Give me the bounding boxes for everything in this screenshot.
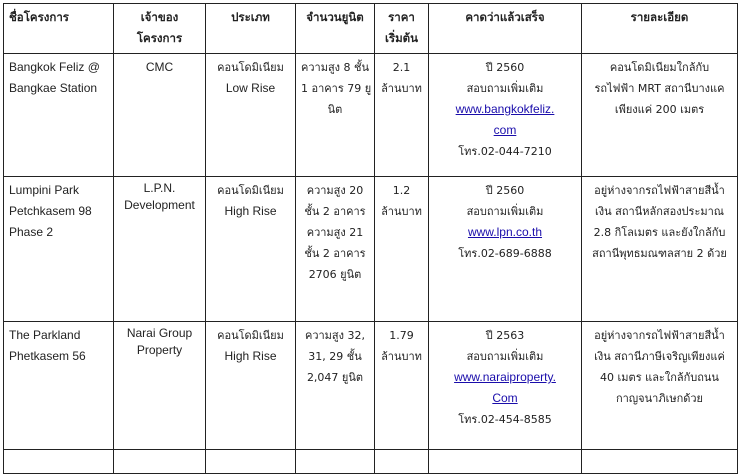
units: 2706 ยูนิต [308, 268, 362, 281]
type-cell [206, 322, 296, 450]
price-cell [375, 54, 429, 177]
price: 1.79 [389, 329, 414, 342]
details: สถานีพุทธมณฑลสาย 2 ด้วย [592, 247, 727, 260]
units: ความสูง 32, [304, 329, 366, 342]
project-name: Phetkasem 56 [9, 349, 86, 363]
header-units [296, 4, 375, 54]
owner-cell [114, 322, 206, 450]
details-cell [582, 322, 738, 450]
units: นิต [327, 103, 343, 116]
price-cell [375, 322, 429, 450]
type: High Rise [224, 204, 277, 218]
completion-year: ปี 2560 [485, 184, 525, 197]
details: เงิน สถานีภาษีเจริญเพียงแค่ [594, 350, 725, 363]
phone: โทร.02-689-6888 [458, 247, 552, 260]
details: อยู่ห่างจากรถไฟฟ้าสายสีน้ำ [594, 184, 725, 197]
project-name: Bangkae Station [9, 81, 98, 95]
empty-cell [114, 450, 206, 474]
details: อยู่ห่างจากรถไฟฟ้าสายสีน้ำ [594, 329, 725, 342]
details: รถไฟฟ้า MRT สถานีบางแค [594, 82, 725, 95]
units: 31, 29 ชั้น [308, 350, 362, 363]
type: Low Rise [225, 81, 276, 95]
units: ความสูง 21 [306, 226, 364, 239]
inquire-text: สอบถามเพิ่มเติม [466, 205, 544, 218]
project-name: The Parkland [9, 328, 81, 342]
header-text: เริ่มต้น [384, 31, 419, 45]
price-cell [375, 177, 429, 322]
details: เพียงแค่ 200 เมตร [614, 103, 705, 116]
empty-cell [582, 450, 738, 474]
owner: L.P.N. [143, 181, 176, 195]
header-text: เจ้าของ [140, 10, 179, 24]
completion-cell [429, 322, 582, 450]
type: คอนโดมิเนียม [217, 329, 284, 342]
header-completion [429, 4, 582, 54]
table-row [4, 322, 738, 450]
price: 1.2 [392, 184, 411, 197]
units: 1 อาคาร 79 ยู [301, 82, 372, 95]
table-row [4, 177, 738, 322]
header-text: จำนวนยูนิต [306, 10, 364, 24]
details: 40 เมตร และใกล้กับถนน [600, 371, 719, 384]
phone: โทร.02-454-8585 [458, 413, 552, 426]
completion-cell [429, 177, 582, 322]
website-link[interactable]: Com [492, 391, 518, 405]
inquire-text: สอบถามเพิ่มเติม [466, 350, 544, 363]
phone: โทร.02-044-7210 [458, 145, 552, 158]
units: ความสูง 20 [306, 184, 364, 197]
units-cell [296, 322, 375, 450]
owner: Development [124, 198, 195, 212]
project-name-cell [4, 177, 114, 322]
header-row [4, 4, 738, 54]
details: กาญจนาภิเษกด้วย [615, 392, 704, 405]
empty-cell [4, 450, 114, 474]
header-price [375, 4, 429, 54]
owner: Property [136, 343, 183, 357]
project-name: Lumpini Park [9, 183, 80, 197]
website-link[interactable]: www.bangkokfeliz. [455, 102, 555, 116]
units-cell [296, 177, 375, 322]
completion-cell [429, 54, 582, 177]
owner: CMC [145, 60, 174, 74]
details: เงิน สถานีหลักสองประมาณ [595, 205, 724, 218]
details-cell [582, 177, 738, 322]
units: ความสูง 8 ชั้น [301, 61, 370, 74]
empty-cell [206, 450, 296, 474]
completion-year: ปี 2563 [485, 329, 525, 342]
details: 2.8 กิโลเมตร และยังใกล้กับ [593, 226, 726, 239]
owner-cell [114, 54, 206, 177]
completion-year: ปี 2560 [485, 61, 525, 74]
project-name: Bangkok Feliz @ [9, 60, 100, 74]
empty-cell [375, 450, 429, 474]
units-cell [296, 54, 375, 177]
price: 2.1 [392, 61, 411, 74]
website-link[interactable]: www.naraiproperty. [454, 370, 556, 384]
condo-projects-table [3, 3, 738, 474]
details-cell [582, 54, 738, 177]
empty-cell [429, 450, 582, 474]
project-name-cell [4, 54, 114, 177]
header-text: ราคา [388, 10, 415, 24]
inquire-text: สอบถามเพิ่มเติม [466, 82, 544, 95]
header-text: รายละเอียด [630, 10, 689, 24]
owner: Narai Group [126, 326, 193, 340]
type-cell [206, 54, 296, 177]
owner-cell [114, 177, 206, 322]
project-name-cell [4, 322, 114, 450]
project-name: Petchkasem 98 [9, 204, 92, 218]
header-text: ประเภท [231, 10, 270, 24]
type: คอนโดมิเนียม [217, 184, 284, 197]
details: คอนโดมิเนียมใกล้กับ [609, 61, 710, 74]
empty-cell [296, 450, 375, 474]
type-cell [206, 177, 296, 322]
price: ล้านบาท [381, 82, 422, 95]
header-details [582, 4, 738, 54]
header-type [206, 4, 296, 54]
price: ล้านบาท [381, 350, 422, 363]
header-project-name [4, 4, 114, 54]
units: 2,047 ยูนิต [306, 371, 364, 384]
website-link[interactable]: www.lpn.co.th [467, 225, 543, 239]
header-text: โครงการ [136, 31, 183, 45]
header-text: ชื่อโครงการ [9, 10, 69, 24]
table-row [4, 54, 738, 177]
table-row-partial [4, 450, 738, 474]
units: ชั้น 2 อาคาร [304, 247, 366, 260]
header-owner [114, 4, 206, 54]
project-name: Phase 2 [9, 225, 54, 239]
type: คอนโดมิเนียม [217, 61, 284, 74]
type: High Rise [224, 349, 277, 363]
price: ล้านบาท [381, 205, 422, 218]
website-link[interactable]: com [493, 123, 517, 137]
header-text: คาดว่าแล้วเสร็จ [465, 10, 545, 24]
units: ชั้น 2 อาคาร [304, 205, 366, 218]
